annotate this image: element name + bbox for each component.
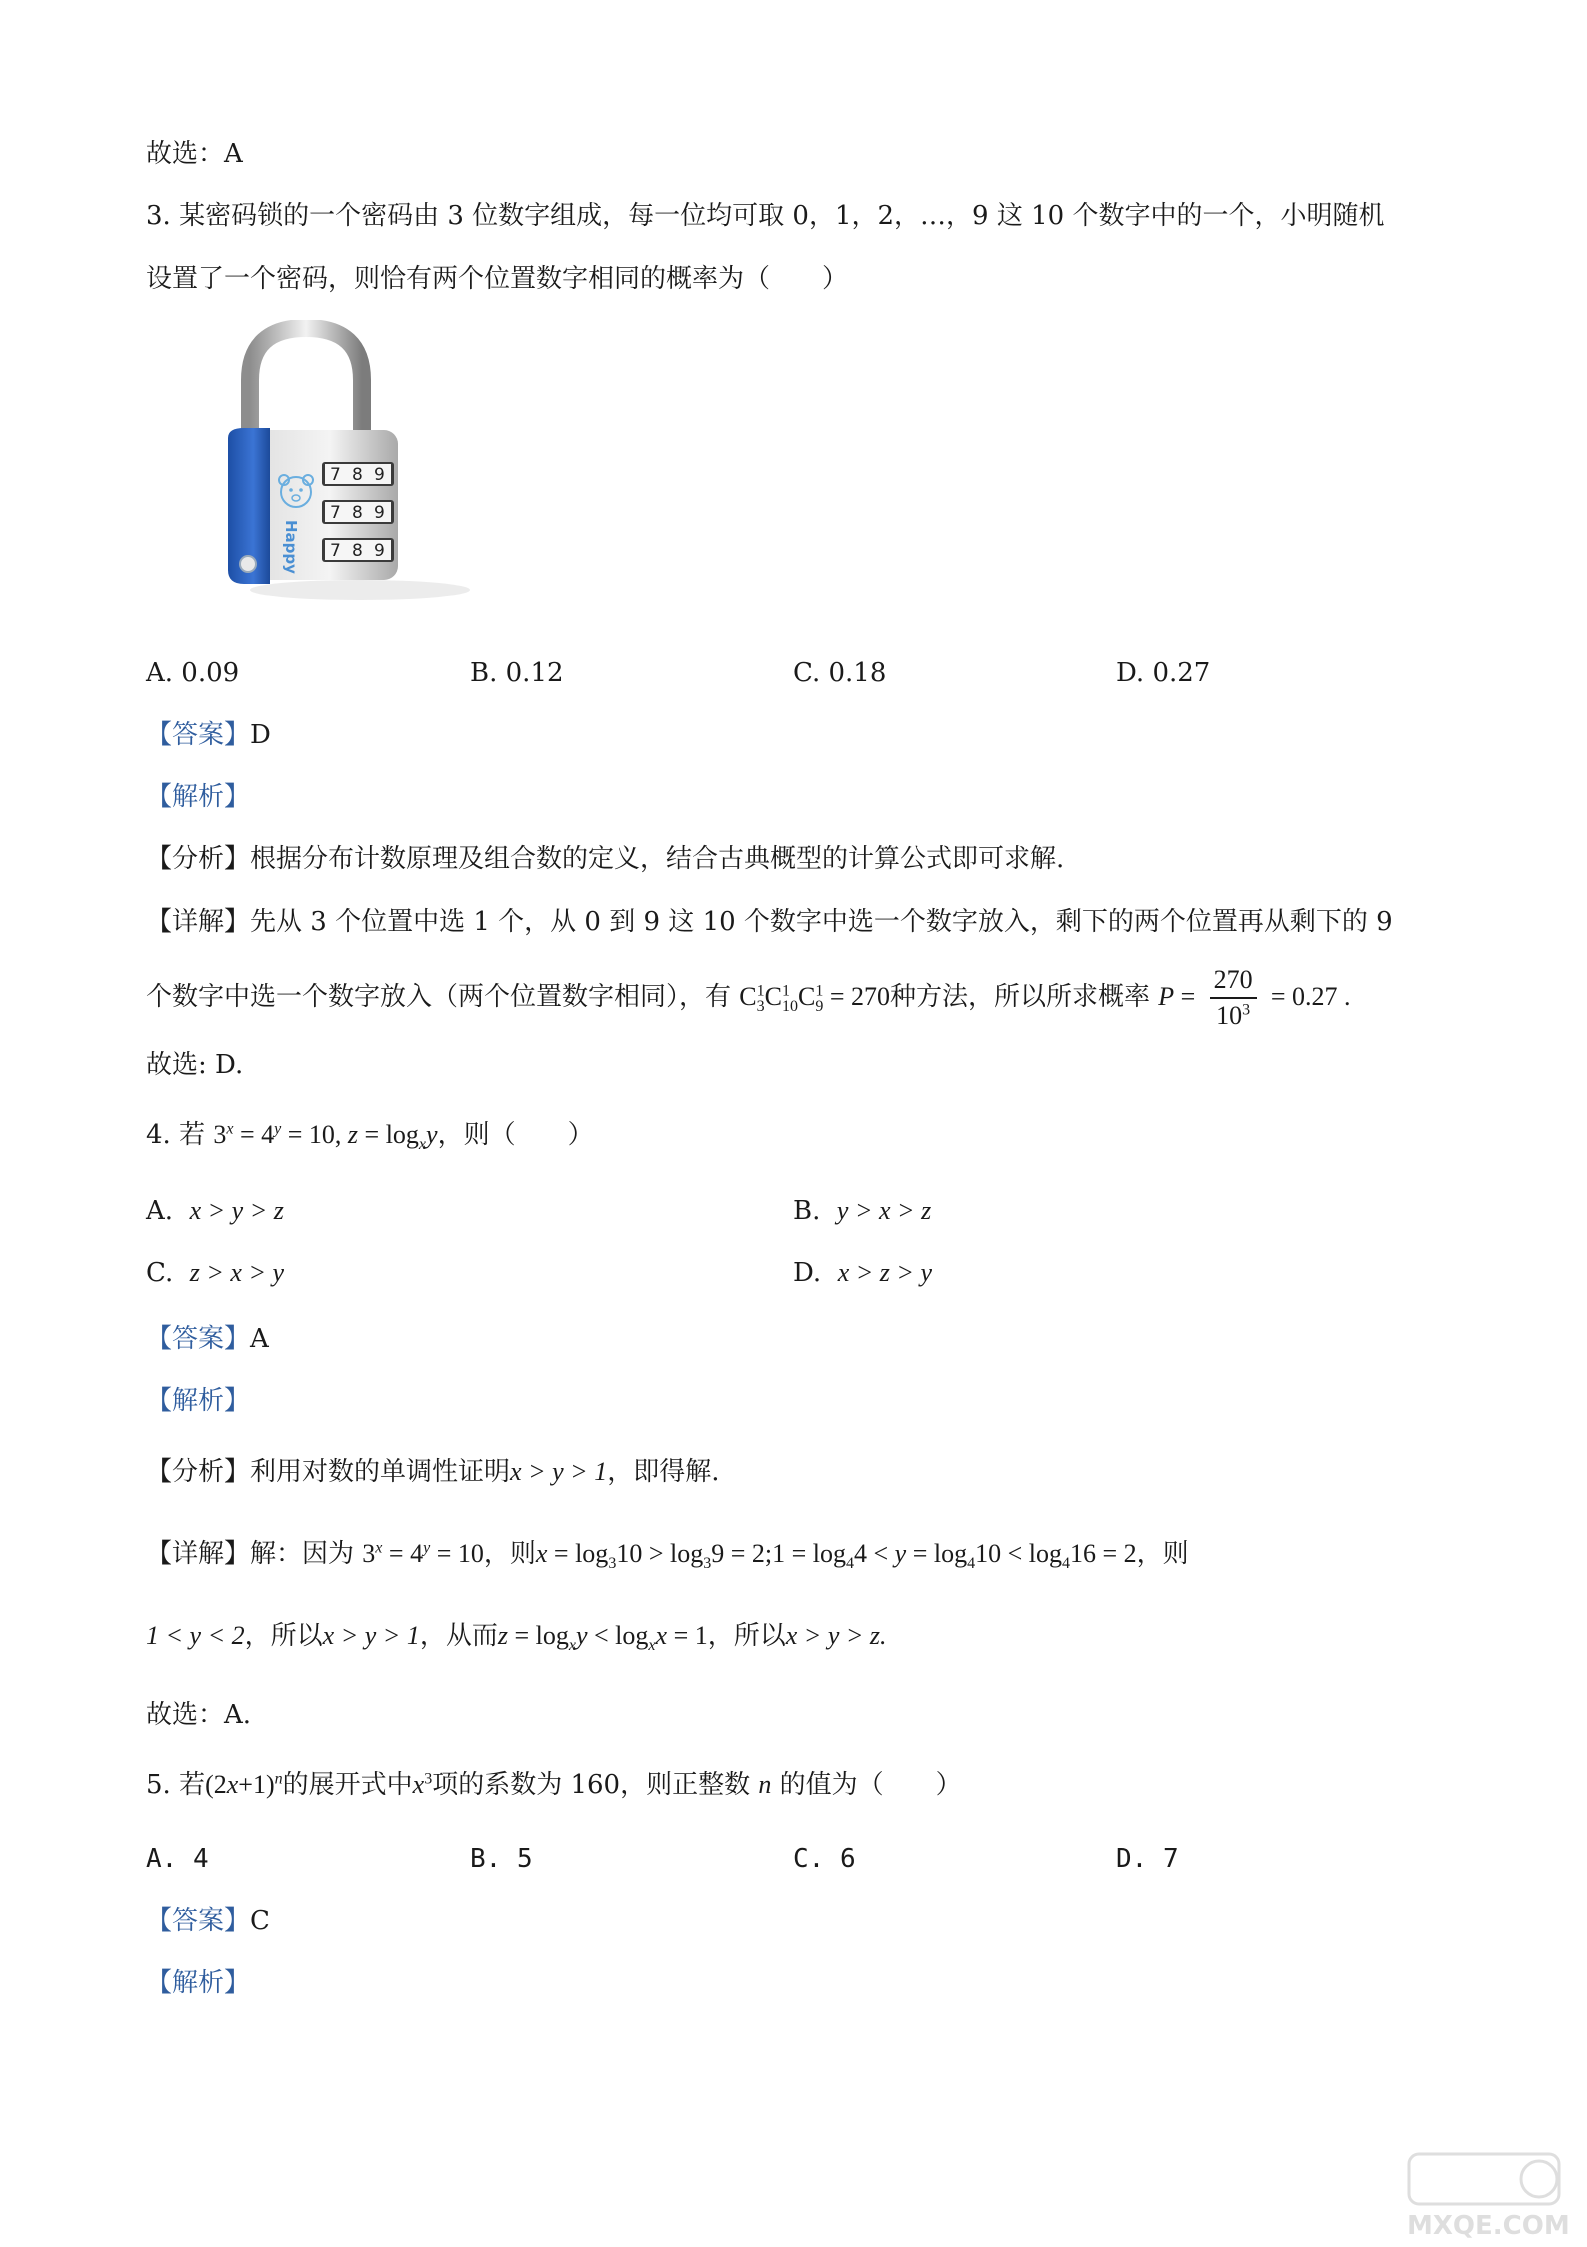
q4-xiangjie-line2 [146, 1619, 887, 1653]
option-math: x > y > z [189, 1196, 284, 1225]
q5-stem [146, 1768, 962, 1802]
xiangjie-text: ，所以 [707, 1621, 786, 1651]
q4-equation-given: $3^x = 4^y = 10$ [362, 1539, 484, 1568]
q3-option-b: B. 0.12 [470, 658, 564, 688]
q5-analysis-heading [146, 1966, 250, 2000]
analysis-label: 【解析】 [146, 1968, 251, 1998]
q4-option-c [146, 1256, 284, 1290]
q5-option-b: B. 5 [470, 1844, 533, 1874]
xiangjie-math: x > y > 1 [322, 1621, 420, 1650]
q3-fenxi [146, 842, 1064, 876]
dial-digit: 9 [374, 465, 385, 485]
padlock-image [210, 320, 470, 620]
dial-digit: 7 [330, 503, 341, 523]
fraction-numerator: 270 [1210, 963, 1257, 999]
xiangjie-text: ，则 [1136, 1539, 1189, 1569]
option-math: z > x > y [189, 1258, 285, 1287]
xiangjie-text: 种方法，所以所求概率 [889, 982, 1150, 1012]
q4-answer [146, 1322, 269, 1356]
denominator-base: 10 [1216, 1001, 1243, 1030]
combination-formula: $C^1_3C^1_{10}C^1_9 = 270$ [739, 982, 890, 1016]
padlock-icon [210, 320, 470, 620]
dial-digit: 9 [374, 503, 385, 523]
q5-stem-text: 的展开式中 [282, 1770, 413, 1800]
fenxi-label: 【分析】 [146, 844, 251, 874]
dial-digit: 7 [330, 465, 341, 485]
q3-answer [146, 718, 271, 752]
analysis-label: 【解析】 [146, 782, 251, 812]
xiangjie-text: ，所以 [244, 1621, 323, 1651]
q4-equation: $3^x = 4^y = 10$, $z = \log_xy$ [213, 1120, 438, 1154]
q4-stem [146, 1118, 594, 1152]
dial-row-3 [322, 538, 394, 562]
dial-digit: 9 [374, 541, 385, 561]
q5-stem-text: 项的系数为 160，则正整数 [432, 1770, 751, 1800]
answer-value: A [250, 1324, 269, 1354]
q4-xiangjie-line1 [146, 1537, 1189, 1571]
q5-binomial: $(2x+1)^n$ [205, 1770, 283, 1799]
q3-xiangjie-line2 [146, 962, 1351, 1033]
denominator-exponent: 3 [1242, 1001, 1251, 1019]
xiangjie-label: 【详解】 [146, 907, 251, 937]
analysis-label: 【解析】 [146, 1386, 251, 1416]
xiangjie-text: 先从 3 个位置中选 1 个，从 0 到 9 这 10 个数字中选一个数字放入，剩下的两个位置再从剩下的 9 [250, 907, 1393, 937]
xiangjie-text: ，从而 [419, 1621, 498, 1651]
option-label: D. [793, 1258, 822, 1288]
watermark-text: MXQE.COM [1407, 2211, 1570, 2241]
q4-fenxi [146, 1455, 719, 1489]
dial-digit: 7 [330, 541, 341, 561]
lock-brand-label: Happy [282, 520, 300, 574]
answer-label: 【答案】 [146, 720, 251, 750]
q4-option-a [146, 1194, 284, 1228]
q3-analysis-heading [146, 780, 250, 814]
q3-option-c: C. 0.18 [793, 658, 887, 688]
answer-label: 【答案】 [146, 1906, 251, 1936]
fenxi-label: 【分析】 [146, 1457, 251, 1487]
dial-digit: 8 [352, 541, 363, 561]
q5-option-d: D. 7 [1116, 1844, 1179, 1874]
q4-log-chain: $x = \log_310 > \log_39$ = 2;1 = $\log_44 < y = \log_410 < \log_416 = 2$ [535, 1539, 1137, 1573]
xiangjie-math: x > y > z. [785, 1621, 887, 1650]
xiangjie-text: 解：因为 [250, 1539, 355, 1569]
dial-digit: 8 [352, 503, 363, 523]
q5-n: n [758, 1770, 772, 1799]
q3-option-a: A. 0.09 [146, 658, 240, 688]
q3-option-d: D. 0.27 [1116, 658, 1211, 688]
q4-option-d [793, 1256, 932, 1290]
q4-z-bound: $z = \log_xy < \log_xx = 1$ [497, 1621, 708, 1655]
probability-result: = 0.27 . [1270, 982, 1351, 1011]
q5-answer [146, 1904, 270, 1938]
q5-stem-text: 的值为（ ） [779, 1770, 962, 1800]
option-math: x > z > y [837, 1258, 933, 1287]
answer-value: D [250, 720, 271, 750]
q4-stem-text: 4. 若 [146, 1120, 206, 1150]
xiangjie-label: 【详解】 [146, 1539, 251, 1569]
option-math: y > x > z [836, 1196, 932, 1225]
equals-sign: = [1174, 982, 1196, 1011]
xiangjie-text: ，则 [483, 1539, 536, 1569]
q4-analysis-heading [146, 1384, 250, 1418]
q5-x-cubed: $x^3$ [412, 1770, 433, 1799]
watermark-logo-icon [1399, 2148, 1579, 2243]
fenxi-text: ，即得解. [607, 1457, 720, 1487]
site-watermark [1399, 2148, 1579, 2243]
q4-choice: 故选：A. [146, 1700, 252, 1730]
xiangjie-text: 个数字中选一个数字放入（两个位置数字相同），有 [146, 982, 732, 1012]
q5-option-c: C. 6 [793, 1844, 856, 1874]
answer-value: C [250, 1906, 270, 1936]
q5-stem-text: 5. 若 [146, 1770, 206, 1800]
dial-row-1 [322, 462, 394, 486]
q3-xiangjie-line1 [146, 905, 1393, 939]
dial-digit: 8 [352, 465, 363, 485]
q5-option-a: A. 4 [146, 1844, 209, 1874]
previous-answer-choice: 故选：A [146, 139, 243, 169]
fenxi-text: 利用对数的单调性证明 [250, 1457, 511, 1487]
dial-row-2 [322, 500, 394, 524]
option-label: C. [146, 1258, 174, 1288]
option-label: B. [793, 1196, 821, 1226]
probability-symbol: P [1158, 982, 1175, 1011]
fenxi-math: x > y > 1 [510, 1457, 608, 1486]
q3-choice: 故选: D. [146, 1050, 244, 1080]
q4-option-b [793, 1194, 931, 1228]
xiangjie-math: 1 < y < 2 [146, 1621, 245, 1650]
q3-stem-line2: 设置了一个密码，则恰有两个位置数字相同的概率为（ ） [146, 264, 849, 294]
fraction-denominator [1210, 999, 1257, 1033]
fenxi-text: 根据分布计数原理及组合数的定义，结合古典概型的计算公式即可求解. [250, 844, 1065, 874]
q3-stem-line1: 3. 某密码锁的一个密码由 3 位数字组成，每一位均可取 0，1，2，…，9 这 10 个数字中的一个，小明随机 [146, 201, 1385, 231]
answer-label: 【答案】 [146, 1324, 251, 1354]
q4-stem-text: ，则（ ） [437, 1120, 594, 1150]
probability-fraction [1210, 963, 1257, 1033]
option-label: A. [146, 1196, 174, 1226]
